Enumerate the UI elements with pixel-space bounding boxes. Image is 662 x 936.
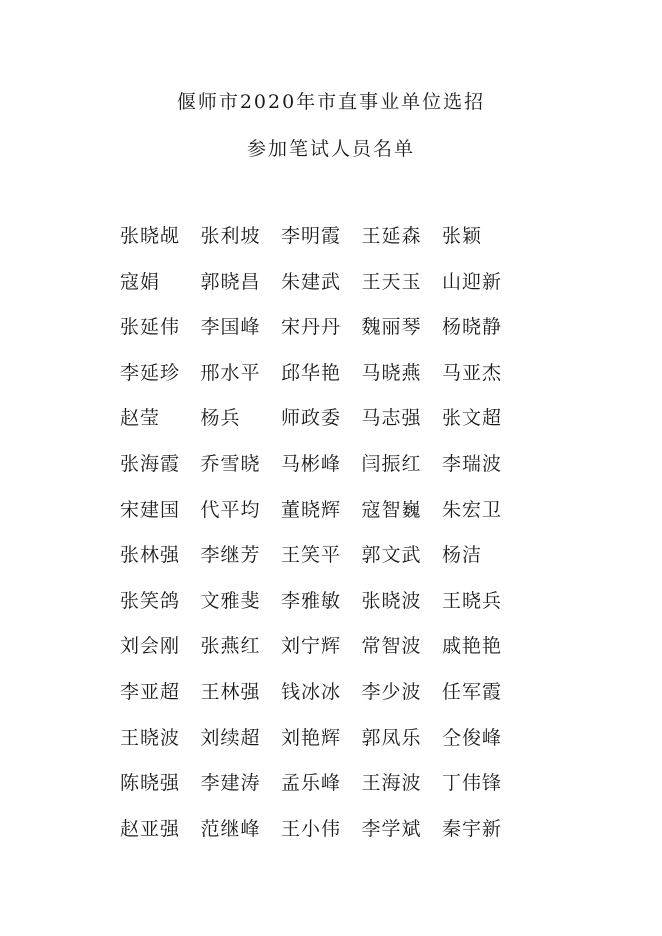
name-entry: 代平均 bbox=[200, 498, 261, 521]
name-entry: 李延珍 bbox=[120, 361, 181, 384]
name-entry: 丁伟锋 bbox=[442, 772, 503, 795]
name-entry: 乔雪晓 bbox=[200, 452, 261, 475]
name-entry: 张延伟 bbox=[120, 316, 181, 339]
name-entry: 寇娟 bbox=[120, 270, 161, 293]
name-entry: 山迎新 bbox=[442, 270, 503, 293]
name-entry: 刘续超 bbox=[200, 726, 261, 749]
name-entry: 李少波 bbox=[361, 680, 422, 703]
name-entry: 王林强 bbox=[200, 680, 261, 703]
name-row bbox=[120, 361, 540, 407]
name-entry: 邢水平 bbox=[200, 361, 261, 384]
name-entry: 宋建国 bbox=[120, 498, 181, 521]
name-entry: 戚艳艳 bbox=[442, 635, 503, 658]
name-row bbox=[120, 634, 540, 680]
name-entry: 李雅敏 bbox=[281, 589, 342, 612]
name-entry: 文雅斐 bbox=[200, 589, 261, 612]
name-entry: 马志强 bbox=[361, 407, 422, 430]
name-entry: 杨洁 bbox=[442, 544, 483, 567]
name-entry: 李国峰 bbox=[200, 316, 261, 339]
name-row bbox=[120, 543, 540, 589]
name-row bbox=[120, 589, 540, 635]
name-entry: 杨兵 bbox=[200, 407, 241, 430]
name-list bbox=[120, 224, 540, 862]
name-row bbox=[120, 817, 540, 863]
name-entry: 王晓波 bbox=[120, 726, 181, 749]
name-entry: 钱冰冰 bbox=[281, 680, 342, 703]
name-entry: 张利坡 bbox=[200, 225, 261, 247]
name-entry: 魏丽琴 bbox=[361, 316, 422, 339]
name-entry: 李明霞 bbox=[281, 225, 342, 247]
name-row bbox=[120, 406, 540, 452]
name-entry: 李学斌 bbox=[361, 817, 422, 840]
name-entry: 朱建武 bbox=[281, 270, 342, 293]
name-entry: 邱华艳 bbox=[281, 361, 342, 384]
name-entry: 郭凤乐 bbox=[361, 726, 422, 749]
name-entry: 赵莹 bbox=[120, 407, 161, 430]
name-entry: 张笑鸽 bbox=[120, 589, 181, 612]
name-entry: 董晓辉 bbox=[281, 498, 342, 521]
name-entry: 宋丹丹 bbox=[281, 316, 342, 339]
name-entry: 马亚杰 bbox=[442, 361, 503, 384]
name-entry: 刘宁辉 bbox=[281, 635, 342, 658]
name-entry: 李亚超 bbox=[120, 680, 181, 703]
name-entry: 范继峰 bbox=[200, 817, 261, 840]
name-entry: 杨晓静 bbox=[442, 316, 503, 339]
name-entry: 马彬峰 bbox=[281, 452, 342, 475]
name-entry: 郭文武 bbox=[361, 544, 422, 567]
name-entry: 王海波 bbox=[361, 772, 422, 795]
name-entry: 仝俊峰 bbox=[442, 726, 503, 749]
name-entry: 常智波 bbox=[361, 635, 422, 658]
name-entry: 马晓燕 bbox=[361, 361, 422, 384]
document-subtitle: 参加笔试人员名单 bbox=[246, 138, 415, 160]
name-entry: 闫振红 bbox=[361, 452, 422, 475]
name-entry: 李建涛 bbox=[200, 772, 261, 795]
name-row bbox=[120, 315, 540, 361]
name-row bbox=[120, 726, 540, 772]
name-row bbox=[120, 498, 540, 544]
name-entry: 王延森 bbox=[361, 225, 422, 247]
name-row bbox=[120, 680, 540, 726]
name-entry: 师政委 bbox=[281, 407, 342, 430]
name-entry: 王晓兵 bbox=[442, 589, 503, 612]
name-row bbox=[120, 224, 540, 270]
name-entry: 张林强 bbox=[120, 544, 181, 567]
name-row bbox=[120, 771, 540, 817]
name-entry: 王小伟 bbox=[281, 817, 342, 840]
name-entry: 寇智巍 bbox=[361, 498, 422, 521]
name-entry: 张颖 bbox=[442, 225, 483, 247]
name-entry: 郭晓昌 bbox=[200, 270, 261, 293]
document-title: 偃师市2020年市直事业单位选招 bbox=[176, 91, 486, 113]
name-entry: 刘会刚 bbox=[120, 635, 181, 658]
name-entry: 刘艳辉 bbox=[281, 726, 342, 749]
name-entry: 赵亚强 bbox=[120, 817, 181, 840]
name-row bbox=[120, 452, 540, 498]
name-entry: 张海霞 bbox=[120, 452, 181, 475]
name-entry: 张文超 bbox=[442, 407, 503, 430]
name-entry: 张晓觇 bbox=[120, 225, 181, 247]
name-entry: 秦宇新 bbox=[442, 817, 503, 840]
name-entry: 张燕红 bbox=[200, 635, 261, 658]
name-entry: 王天玉 bbox=[361, 270, 422, 293]
name-entry: 任军霞 bbox=[442, 680, 503, 703]
name-entry: 张晓波 bbox=[361, 589, 422, 612]
name-entry: 孟乐峰 bbox=[281, 772, 342, 795]
name-entry: 陈晓强 bbox=[120, 772, 181, 795]
name-entry: 李继芳 bbox=[200, 544, 261, 567]
name-entry: 李瑞波 bbox=[442, 452, 503, 475]
name-entry: 王笑平 bbox=[281, 544, 342, 567]
name-row bbox=[120, 270, 540, 316]
name-entry: 朱宏卫 bbox=[442, 498, 503, 521]
